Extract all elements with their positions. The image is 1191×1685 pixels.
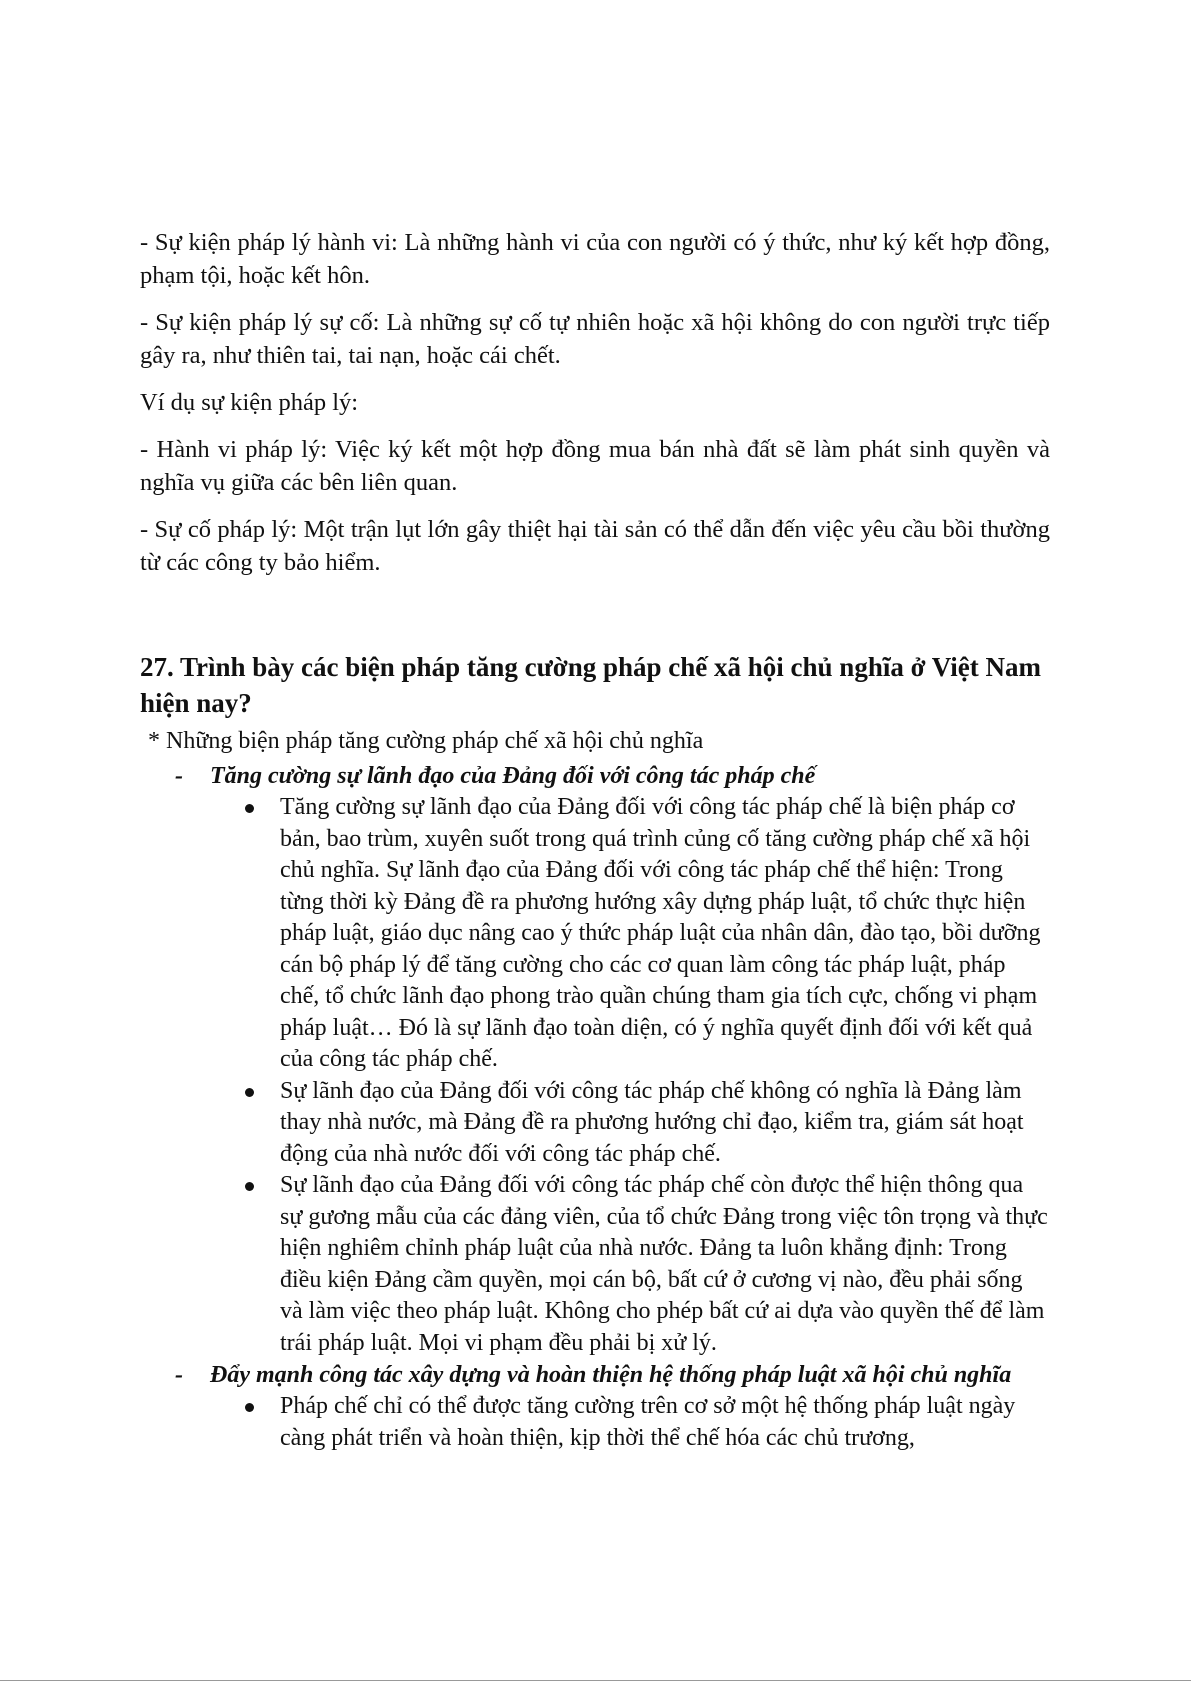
list-item-text: Sự lãnh đạo của Đảng đối với công tác pháp chế không có nghĩa là Đảng làm thay nhà nước, mà Đảng đề ra phương hướng chỉ đạo, kiểm tra, giám sát hoạt động của nhà nước đối với công tác pháp chế.: [280, 1077, 1024, 1167]
list-item: [280, 792, 1050, 1076]
list-item-text: Tăng cường sự lãnh đạo của Đảng đối với công tác pháp chế là biện pháp cơ bản, bao trùm, xuyên suốt trong quá trình củng cố tăng cường pháp chế xã hội chủ nghĩa. Sự lãnh đạo của Đảng đối với công tác pháp chế thể hiện: Trong từng thời kỳ Đảng đề ra phương hướng xây dựng pháp luật, tổ chức thực hiện pháp luật, giáo dục nâng cao ý thức pháp luật của nhân dân, đào tạo, bồi dưỡng cán bộ pháp lý để tăng cường cho các cơ quan làm công tác pháp luật, pháp chế, tổ chức lãnh đạo phong trào quần chúng tham gia tích cực, chống vi phạm pháp luật… Đó là sự lãnh đạo toàn diện, có ý nghĩa quyết định đối với kết quả của công tác pháp chế.: [280, 794, 1041, 1072]
bullet-icon: [245, 1088, 254, 1097]
question-heading: 27. Trình bày các biện pháp tăng cường pháp chế xã hội chủ nghĩa ở Việt Nam hiện nay?: [140, 652, 1042, 718]
section-party-leadership: [140, 760, 1050, 1359]
list-item: [280, 1076, 1050, 1171]
bullet-list: [210, 792, 1050, 1359]
section-title: Tăng cường sự lãnh đạo của Đảng đối với công tác pháp chế: [210, 763, 816, 789]
bullet-icon: [245, 804, 254, 813]
section-title: Đẩy mạnh công tác xây dựng và hoàn thiện hệ thống pháp luật xã hội chủ nghĩa: [210, 1362, 1012, 1388]
dash-marker: -: [175, 1362, 183, 1388]
dash-marker: -: [175, 763, 183, 789]
list-item: [280, 1391, 1050, 1454]
bullet-list: [210, 1391, 1050, 1454]
list-item-text: Pháp chế chỉ có thể được tăng cường trên cơ sở một hệ thống pháp luật ngày càng phát triển và hoàn thiện, kịp thời thể chế hóa các chủ trương,: [280, 1393, 1016, 1451]
list-item: [280, 1170, 1050, 1359]
paragraph-legal-incident-example: - Sự cố pháp lý: Một trận lụt lớn gây thiệt hại tài sản có thể dẫn đến việc yêu cầu bồi thường từ các công ty bảo hiểm.: [140, 516, 1050, 576]
page-bottom-rule: [0, 1680, 1191, 1681]
paragraph-example-heading: Ví dụ sự kiện pháp lý:: [140, 389, 359, 416]
paragraph-incident-event: - Sự kiện pháp lý sự cố: Là những sự cố tự nhiên hoặc xã hội không do con người trực tiếp gây ra, như thiên tai, tai nạn, hoặc cái chết.: [140, 309, 1050, 369]
section-legal-system: [140, 1359, 1050, 1454]
measures-note: * Những biện pháp tăng cường pháp chế xã hội chủ nghĩa: [148, 728, 704, 754]
list-item-text: Sự lãnh đạo của Đảng đối với công tác pháp chế còn được thể hiện thông qua sự gương mẫu của các đảng viên, của tổ chức Đảng trong việc tôn trọng và thực hiện nghiêm chỉnh pháp luật của nhà nước. Đảng ta luôn khẳng định: Trong điều kiện Đảng cầm quyền, mọi cán bộ, bất cứ ở cương vị nào, đều phải sống và làm việc theo pháp luật. Không cho phép bất cứ ai dựa vào quyền thế để làm trái pháp luật. Mọi vi phạm đều phải bị xử lý.: [280, 1172, 1048, 1356]
document-page: [140, 226, 1050, 1454]
bullet-icon: [245, 1403, 254, 1412]
paragraph-behavior-event: - Sự kiện pháp lý hành vi: Là những hành vi của con người có ý thức, như ký kết hợp đồng, phạm tội, hoặc kết hôn.: [140, 229, 1050, 289]
bullet-icon: [245, 1182, 254, 1191]
paragraph-legal-act-example: - Hành vi pháp lý: Việc ký kết một hợp đồng mua bán nhà đất sẽ làm phát sinh quyền và nghĩa vụ giữa các bên liên quan.: [140, 436, 1050, 496]
